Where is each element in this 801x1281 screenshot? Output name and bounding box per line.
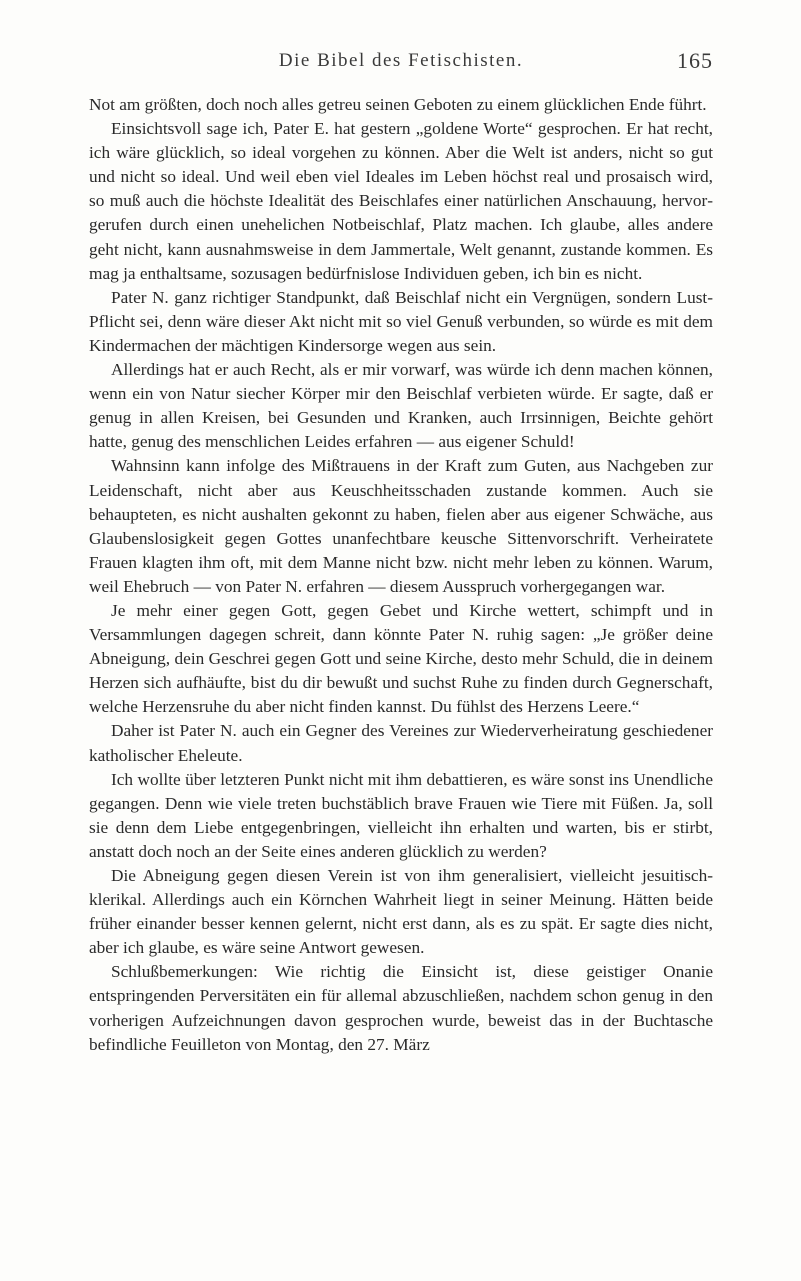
page-number: 165 bbox=[677, 48, 713, 73]
paragraph: Wahnsinn kann infolge des Mißtrauens in der Kraft zum Guten, aus Nachgeben zur Leidenschaft, nicht aber aus Keuschheitsschaden zustande kommen. Auch sie behaupteten, es nicht aushalten gekonnt zu haben, fielen aber aus eigener Schwäche, aus Glaubenslosigkeit gegen Gottes unanfechtbare keusche Sittenvorschrift. Verheiratete Frauen klagten ihm oft, mit dem Manne nicht bzw. nicht mehr leben zu können. Warum, weil Ehebruch — von Pater N. erfahren — diesem Ausspruch vorhergegangen war. bbox=[89, 456, 713, 596]
paragraph: Schlußbemerkungen: Wie richtig die Einsicht ist, diese geistiger Onanie entspringenden Perversitäten ein für allemal abzuschließen, nachdem schon genug in den vorherigen Aufzeichnungen davon gesprochen wurde, beweist das in der Buchtasche befindliche Feuilleton von Montag, den 27. März bbox=[89, 962, 713, 1054]
paragraph: Allerdings hat er auch Recht, als er mir vorwarf, was würde ich denn machen können, wenn ein von Natur siecher Körper mir den Beischlaf verbieten würde. Er sagte, daß er genug in allen Kreisen, bei Gesunden und Kranken, auch Irrsinnigen, Beichte gehört hatte, genug des menschlichen Leides erfahren — aus eigener Schuld! bbox=[89, 360, 713, 452]
running-title: Die Bibel des Fetischisten. bbox=[278, 50, 524, 71]
paragraph: Die Abneigung gegen diesen Verein ist von ihm generalisiert, vielleicht jesuitisch-klerikal. Allerdings auch ein Körnchen Wahrheit liegt in seiner Meinung. Hätten beide früher einander besser kennen gelernt, nicht erst dann, als es zu spät. Er sagte dies nicht, aber ich glaube, es wäre seine Antwort gewesen. bbox=[89, 866, 713, 958]
text-body bbox=[89, 93, 713, 1057]
paragraph: Pater N. ganz richtiger Standpunkt, daß Beischlaf nicht ein Vergnügen, sondern Lust-Pflicht sei, denn wäre dieser Akt nicht mit so viel Genuß verbunden, so würde es mit dem Kindermachen der mächtigen Kindersorge wegen aus sein. bbox=[89, 287, 713, 355]
running-head bbox=[89, 50, 713, 78]
paragraph: Je mehr einer gegen Gott, gegen Gebet und Kirche wettert, schimpft und in Versammlungen dagegen schreit, dann könnte Pater N. ruhig sagen: „Je größer deine Abneigung, dein Geschrei gegen Gott und seine Kirche, desto mehr Schuld, die in deinem Herzen sich aufhäufte, bist du dir bewußt und suchst Ruhe zu finden durch Gegnerschaft, welche Herzensruhe du aber nicht finden kannst. Du fühlst des Herzens Leere.“ bbox=[89, 600, 713, 717]
paragraph: Ich wollte über letzteren Punkt nicht mit ihm debattieren, es wäre sonst ins Unendliche gegangen. Denn wie viele treten buchstäblich brave Frauen wie Tiere mit Füßen. Ja, soll sie denn dem Liebe entgegenbringen, vielleicht ihn erhalten und warten, bis er stirbt, anstatt doch noch an der Seite eines anderen glücklich zu werden? bbox=[89, 769, 713, 861]
paragraph: Not am größten, doch noch alles getreu seinen Geboten zu einem glücklichen Ende führt. bbox=[89, 95, 707, 114]
paragraph: Einsichtsvoll sage ich, Pater E. hat gestern „goldene Worte“ gesprochen. Er hat recht, ich wäre glücklich, so ideal vorgehen zu können. Aber die Welt ist anders, nicht so gut und nicht so ideal. Und weil eben viel Ideales im Leben höchst real und prosaisch wird, so muß auch die höchste Idealität des Beischlafes einer natürlichen Anschauung, hervorgerufen durch einen unehelichen Notbeischlaf, Platz machen. Ich glaube, alles andere geht nicht, kann ausnahmsweise in dem Jammertale, Welt genannt, zustande kommen. Es mag ja enthaltsame, sozusagen bedürfnislose Individuen geben, ich bin es nicht. bbox=[89, 119, 713, 283]
paragraph: Daher ist Pater N. auch ein Gegner des Vereines zur Wiederverheiratung geschiedener katholischer Eheleute. bbox=[89, 721, 713, 765]
